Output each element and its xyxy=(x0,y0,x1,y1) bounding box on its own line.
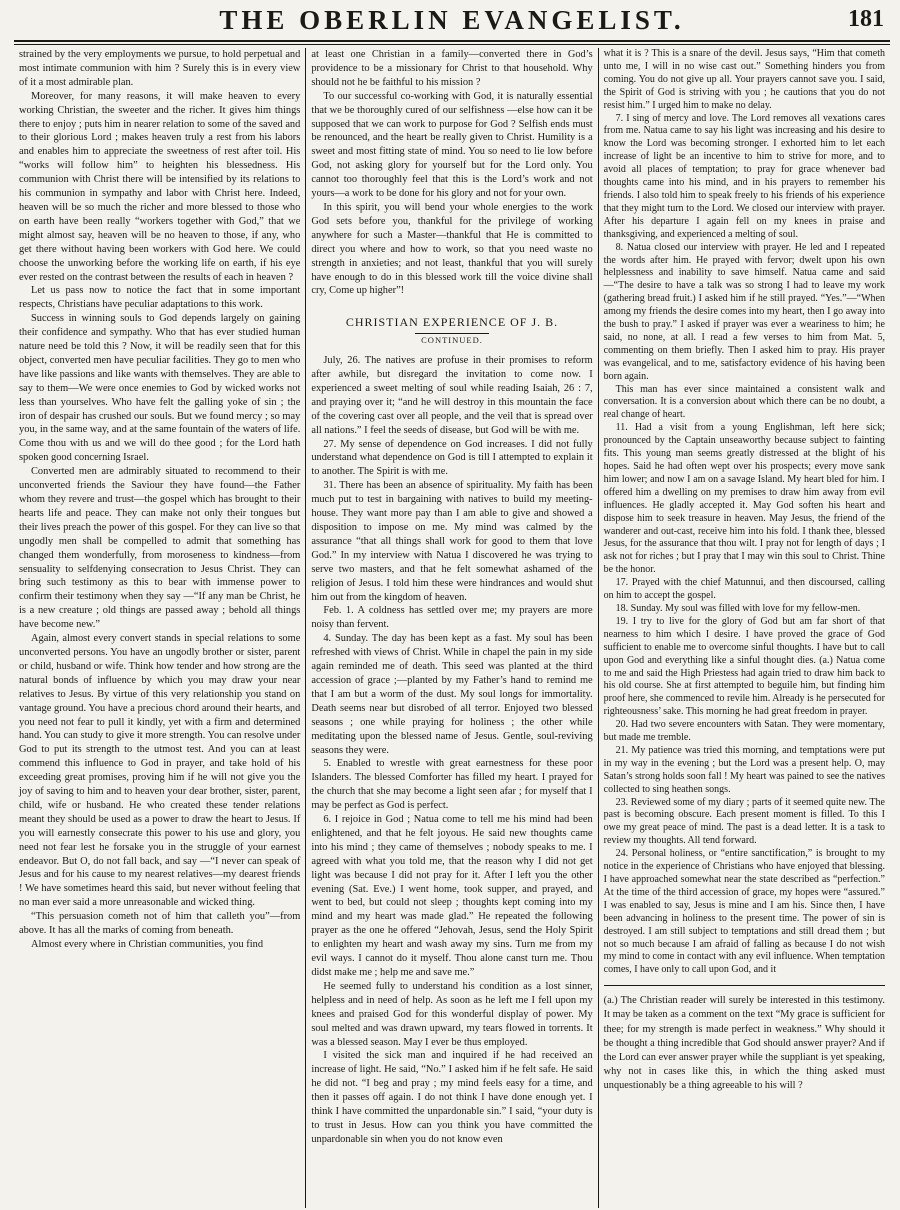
diary-entry: This man has ever since maintained a consistent walk and conversation. It is a conversion about which there can be no doubt, a real change of heart. xyxy=(603,383,885,421)
diary-entry: what it is ? This is a snare of the devil. Jesus says, “Him that cometh unto me, I will in no wise cast out.” Something hinders you from coming. You do not give up all. Your prayers cannot save you. I said, the Spirit of God is striving with you ; he cautions that you do not resist him.” I urged him to make no delay. xyxy=(603,48,885,111)
diary-entry: July, 26. The natives are profuse in their promises to reform after awhile, but disregard the invitation to come now. I experienced a sweet melting of soul while reading Isaiah, 26 : 7, and praying over it; “and he will destroy in this mountain the face of the covering cast over all people, and the veil that is spread over all nations.” I feel the seeds of disease, but God will be with me. xyxy=(311,355,593,436)
diary-entry: 5. Enabled to wrestle with great earnestness for these poor Islanders. The blessed Comforter has filled my heart. I prayed for the church that she may become a light seen afar ; for myself that I may be perfect as God is perfect. xyxy=(311,758,593,812)
diary-entry: I visited the sick man and inquired if he had received an increase of light. He said, “No.” I asked him if he felt safe. He said he did not. “I beg and pray ; my mind feels easy for a time, and then it passes off again. I do not think I have done enough yet. I think I have committed the unpardonable sin.” I said, “your duty is to trust in Jesus. How can you think you have committed the unpardonable sin when you do not know even xyxy=(311,1050,593,1145)
diary-entry: 24. Personal holiness, or “entire sanctification,” is brought to my notice in the experience of Christians who have enjoyed that blessing. I have approached somewhat near the state described as “perfection.” At the time of the third accession of grace, my hopes were “assured.” I was enabled to say, Jesus is mine and I am his. Since then, I have been advancing in holiness to the present time. The power of sin is destroyed. I am still subject to temptations and still dread them ; but not so much because I am afraid of falling as because I do not wish my mind to come in contact with any evil influence. When temptation comes, I have only to call upon God, and it xyxy=(603,848,885,976)
page-number: 181 xyxy=(848,6,884,32)
paragraph: Again, almost every convert stands in special relations to some unconverted persons. You have an ungodly brother or sister, parent or child, husband or wife. Think how tender and how strong are the natural bonds of influence by which you may draw your near relatives to Jesus. By virtue of this very relationship you stand on vantage ground. You have a precious chord around their hearts, and you need not fear to pull it kindly, yet with a firm and determined hand. You can study to give it more strength. You can resolve under God to put its strength to the utmost test. And you can at least commend this influence to God in prayer, and take hold of his exceeding great promises, proving him if he will not give you the joy of saving to him and to heaven your dear brother, sister, parent, child, wife or husband. He who created these tender relations meant they should be used as a power to draw the heart to Jesus. If you will earnestly consecrate this power to his use and glory, you need not fear lest he forsake you in the struggle of your earnest endeavor. But O, do not fall back, and say —“I never can speak of Jesus and for his cause to my nearest relatives—my dearest friends ! We have sometimes heard this said, but never without feeling that no man ever said a more unreasonable and wicked thing. xyxy=(19,633,301,909)
article-continued-label xyxy=(311,334,592,348)
diary-entry: 11. Had a visit from a young Englishman, left here sick; pronounced by the Captain unseaworthy because subject to fainting fits. This young man seems greatly distressed at the blight of his hopes. Said he had often wept over his prospects; every move sank him lower; and now I am on a savage Island. My heart bled for him. I offered him a dwelling on my premises to draw him away from evil influences. He gladly accepted it. May God soften his heart and dispose him to seek treasure in heaven. May Jesus, the friend of the wanderer and out-cast, receive him into his fold. I thank thee, blessed Jesus, for the assurance that thou wilt. I pray not for length of days ; I ask not for riches ; but I pray that I may win this soul to Christ. Thine be the honor. xyxy=(603,422,885,576)
diary-entry: 6. I rejoice in God ; Natua come to tell me his mind had been enlightened, and that he felt joyous. He said new thoughts came into his mind ; they came of themselves ; nobody speaks to me. I agreed with what you told me, that the reason why I did not get light was because I did not pray for it. After I left you the other evening (Sat. Eve.) I went home, took supper, and prayed, and went to bed, but could not sleep ; thoughts kept coming into my mind and my heart was made glad.” He repeated the following prayer as the one he offered “Jehovah, Jesus, send the Holy Spirit to enlighten my heart and wash away my sins. Turn me from my evil ways. I cannot do it myself. Thou alone canst turn me. Thou didst make me ; help me and save me.” xyxy=(311,814,593,978)
diary-entry: 27. My sense of dependence on God increases. I did not fully understand what dependence on God is till I attempted to explain it to another. The Spirit is with me. xyxy=(311,438,593,478)
diary-entry: 20. Had two severe encounters with Satan. They were momentary, but made me tremble. xyxy=(603,719,885,744)
diary-entry: 18. Sunday. My soul was filled with love for my fellow-men. xyxy=(615,602,861,614)
paragraph: Almost every where in Christian communities, you find xyxy=(31,939,264,950)
diary-entry: 17. Prayed with the chief Matunnui, and then discoursed, calling on him to accept the gospel. xyxy=(603,577,885,602)
paragraph: Success in winning souls to God depends largely on gaining their confidence and sympathy. Who that has ever studied human nature need be told this ? Now, it will be readily seen that for this object, converted men have peculiar facilities. They go to men who have like passions and like wants with themselves. They are able to say to them—We were once enemies to God by wicked works not less than yourselves. Who have felt the galling yoke of sin ; the iron of despair has crushed our souls. But we found mercy ; so may you, in the same way, and at the same fountain of the waters of life. Come thou with us and we will do thee good ; for the Lord hath spoken good concerning Israel. xyxy=(19,313,301,464)
article-body xyxy=(311,354,592,1147)
columns xyxy=(14,48,890,1208)
diary-entry: 19. I try to live for the glory of God but am far short of that nearness to him which I desire. I have proved the grace of God sufficient to enable me to overcome sinful thoughts. I have but to call upon God and everything like a sinful thought dies. (a.) Natua come to me and said the High Priestess had again tried to draw him back to his old course. She at first attempted to beguile him, but finding him proof here, she commenced to revile him. Already is he persecuted for righteousness’ sake. This morning he had great freedom in prayer. xyxy=(603,615,885,718)
diary-entry: 23. Reviewed some of my diary ; parts of it seemed quite new. The past is becoming obscure. Each present moment is filled. To this I owe my great peace of mind. The past is a dead letter. It is a task to review my thoughts. All tend forward. xyxy=(603,796,885,847)
paragraph: In this spirit, you will bend your whole energies to the work God sets before you, thankful for the privilege of working anywhere for such a Master—thankful that He is committed to direct you where and how to work, so that you need waste no strength in anxieties; and not least, thankful that you will surely have enough to do in this blessed work till the voice divine shall cry, Come up higher”! xyxy=(311,201,593,297)
column-2-continued-text xyxy=(311,48,592,298)
footnote: (a.) The Christian reader will surely be interested in this testimony. It may be taken as a comment on the text “My grace is sufficient for thee; for my strength is made perfect in weakness.” Why should it be thought a thing incredible that God should answer prayer? And if the Lord can ever answer prayer while the suppliant is yet speaking, why not in cases like this, in which the thing asked must unquestionably be a thing agreeable to his will ? xyxy=(604,985,885,1093)
paragraph: strained by the very employments we pursue, to hold perpetual and most intimate communion with him ? Surely this is in every view of it a most admirable plan. xyxy=(19,49,301,88)
newspaper-title: THE OBERLIN EVANGELIST. xyxy=(219,5,685,35)
paragraph: Moreover, for many reasons, it will make heaven to every working Christian, the sweeter and the richer. It gives him things there to enjoy ; puts him in nearer relation to some of the saved and to their glorious Lord ; makes heaven truly a rest from his labors and enables him to appreciate the sweetness of rest after toil. His “works will follow him” to heighten his blessedness. His communion with Christ there will be intensified by its relations to his communion in sympathy and labor with Christ here. Indeed, heaven will be so much the richer and more blessed to those who on earth have been really “workers together with God,” that we might almost say, heaven will be no heaven to those, if any, who get there without having been workers with God here. We could choose the unworking before the working life on earth, if his eye ever rested on the contrast between the results of each in heaven ? xyxy=(19,90,301,283)
diary-entry: 8. Natua closed our interview with prayer. He led and I repeated the words after him. He prayed with fervor; dwelt upon his own helplessness and inability to save himself. Natua came and said—“The desire to have a talk was so strong I had to leave my work (gathering bread fruit.) I asked him if he still prayed. “Yes.”—“When among my friends the desire comes into my heart, then I go away into the bush to pray.” I asked if prayer was ever a weariness to him; he said, no none, at all. I read a few verses to him from Mat. 5, commenting on them briefly. Then I asked him to pray. His prayer was evangelical, and to me, satisfactory evidence of his having been born again. xyxy=(603,241,885,382)
column-3-text xyxy=(604,48,885,977)
diary-entry: 31. There has been an absence of spirituality. My faith has been much put to test in bargaining with natives to build my meeting-house. They want more pay than I am able to give and showed a disposition to impose on me. My mind was calmed by the assurance “that all things shall work for good to them that love God.” In my interview with Natua I discovered he was trying to serve two masters, and that he felt somewhat ashamed of the religion of Jesus. I told him these were hindrances and would shut him out from the kingdom of heaven. xyxy=(311,480,593,603)
paragraph: “This persuasion cometh not of him that calleth you”—from above. It has all the marks of coming from beneath. xyxy=(19,911,301,937)
continued-text: CONTINUED. xyxy=(415,333,489,345)
diary-entry: 21. My patience was tried this morning, and temptations were put in my way in the evening ; but the Lord was a present help. O, may Satan’s strong holds soon fall ! My heart was pained to see the natives collected to sing heathen songs. xyxy=(603,744,885,795)
paragraph: Converted men are admirably situated to recommend to their unconverted friends the Saviour they have found—the Father whom they revere and trust—the gospel which has brought to their hearts life and peace. They can make not only their tongues but their lives preach the power of this gospel. For they can live so that ungodly men shall be compelled to admit that something has changed them wonderfully, from moroseness to kindness—from sensuality to selfdenying consecration to Jesus Christ. They can bring such testimony as this to bear with immense power to confirm their testimony when they say —“If any man be Christ, he is a new creature ; old things are passed away ; behold all things have become new.” xyxy=(19,466,301,631)
diary-entry: Feb. 1. A coldness has settled over me; my prayers are more noisy than fervent. xyxy=(311,605,593,631)
header-rule xyxy=(14,44,890,45)
column-2 xyxy=(305,48,597,1208)
paragraph: To our successful co-working with God, it is naturally essential that we be thoroughly cured of our selfishness —else how can it be supposed that we can work to purpose for God ? Selfish ends must be renounced, and the heart be really given to Christ. Humility is a sweet and most fitting state of mind. You so need to lie low before God, not asking glory for yourself but for the Lord only. You cannot too thoroughly feel that this is the Lord’s work and not yours—a work to be done for his glory and not for your own. xyxy=(311,90,593,200)
diary-entry: 4. Sunday. The day has been kept as a fast. My soul has been refreshed with views of Christ. While in chapel the pain in my side again reminded me of death. This seed was planted at the third accession of grace ;—planted by my Father’s hand to remind me that I am but a worm of the dust. My soul longs for immortality. Death seems near but disrobed of all terror. Enjoyed two blessed seasons ; one while praying for holiness ; the other while meditating upon the blessed name of Jesus. Gentle, soul-reviving seasons they were. xyxy=(311,633,593,756)
diary-entry: He seemed fully to understand his condition as a lost sinner, helpless and in need of help. As soon as he left me I fell upon my knees and praised God for this wonderful display of power. My soul melted and was drawn upward, my tears flowed in torrents. It was a blessed season. May I ever be thus employed. xyxy=(311,980,593,1048)
paragraph: Let us pass now to notice the fact that in some important respects, Christians have peculiar adaptations to this work. xyxy=(19,285,301,311)
diary-entry: 7. I sing of mercy and love. The Lord removes all vexations cares from me. Natua came to say his light was increasing and his desire to know the Lord was becoming stronger. I exhorted him to let each increase of light be an incentive to him to strive for more, and to avoid all places of temptation; to pray for grace whenever bad thoughts came into his mind, and in his prayers to remember his friends. I also told him to speak freely to his friends of his experience that they might turn to the Lord. We closed our interview with prayer. After his departure I again fell on my knees in praise and thanksgiving, and experienced a melting of soul. xyxy=(603,112,885,240)
paragraph: at least one Christian in a family—converted there in God’s providence to be a missionary for Christ to that household. Why should not he be faithful to his mission ? xyxy=(311,49,593,88)
masthead xyxy=(14,0,890,42)
column-3 xyxy=(598,48,890,1208)
column-1 xyxy=(14,48,305,1208)
article-heading: CHRISTIAN EXPERIENCE OF J. B. xyxy=(345,315,559,330)
